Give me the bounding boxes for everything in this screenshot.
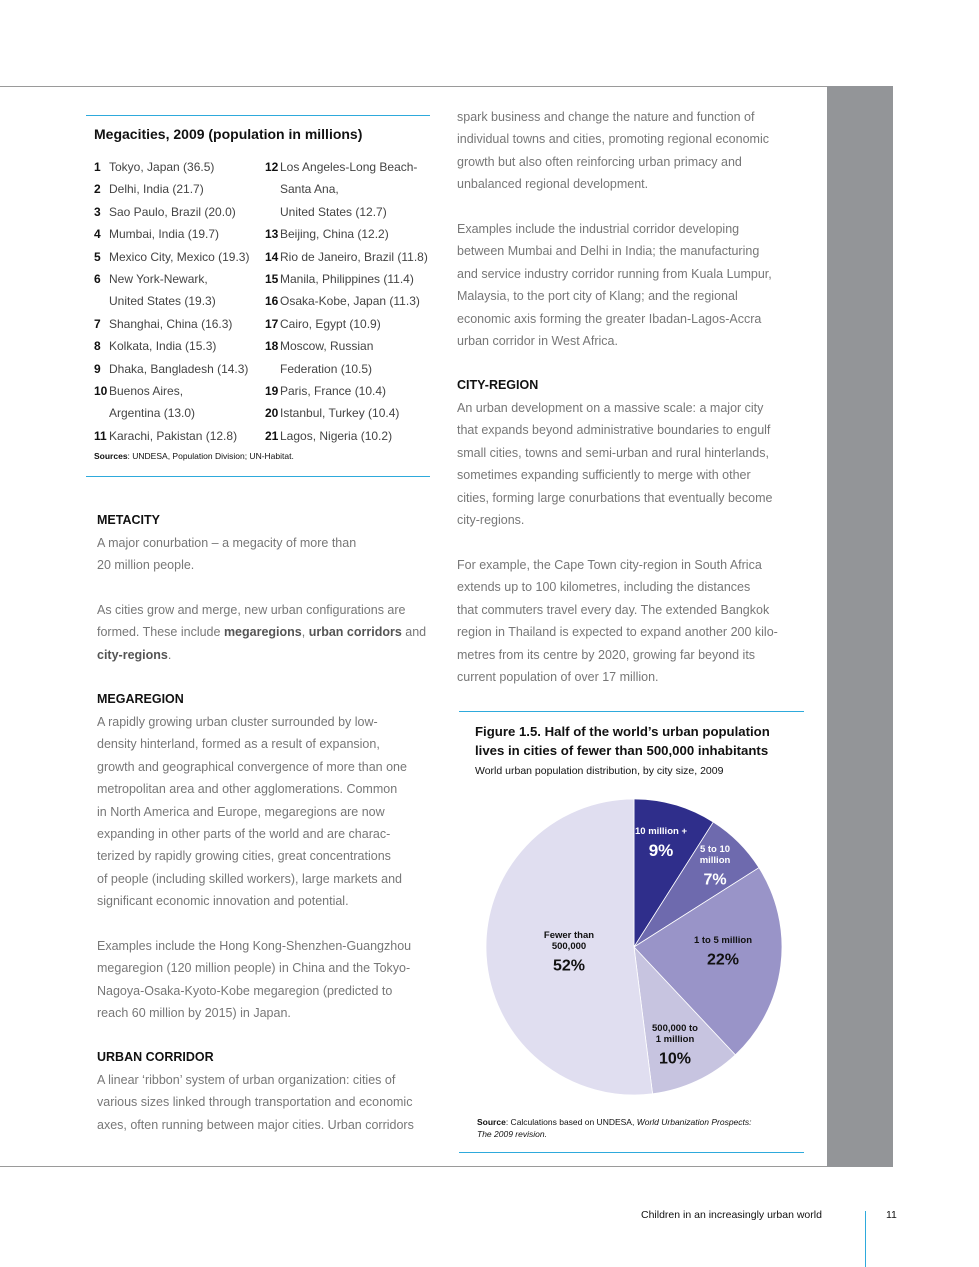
megaregion-heading: MEGAREGION: [97, 692, 184, 706]
bold-term: city-regions: [97, 647, 168, 662]
slice-label: Fewer than: [543, 930, 595, 941]
megacity-list-item: [94, 223, 269, 245]
source-text: : UNDESA, Population Division; UN-Habitat.: [127, 451, 294, 461]
megacity-name: Dhaka, Bangladesh (14.3): [109, 361, 249, 376]
source-label: Sources: [94, 451, 128, 461]
megacity-rank: 6: [94, 272, 101, 287]
megacities-list-right: [265, 156, 440, 447]
text-line: reach 60 million by 2015) in Japan.: [97, 1006, 291, 1021]
footer-divider: [865, 1211, 866, 1267]
source-text: : Calculations based on UNDESA,: [505, 1117, 637, 1127]
urban-corridor-paragraph: [97, 1069, 414, 1136]
text-run: and: [401, 625, 427, 640]
text-line: sometimes expanding sufficiently to merge with other: [457, 468, 751, 483]
megacity-name: Sao Paulo, Brazil (20.0): [109, 204, 236, 219]
text-line: metres from its centre by 2020, growing far beyond its: [457, 647, 756, 662]
text-line: A rapidly growing urban cluster surrounded by low-: [97, 715, 378, 729]
text-line: A linear ‘ribbon’ system of urban organization: cities of: [97, 1073, 396, 1087]
text-line: Examples include the industrial corridor developing: [457, 222, 740, 236]
slice-label: 1 to 5 million: [693, 935, 753, 946]
megacity-name: Mumbai, India (19.7): [109, 227, 220, 242]
megacity-name: Karachi, Pakistan (12.8): [109, 428, 238, 443]
text-line: in North America and Europe, megaregions are now: [97, 804, 385, 819]
city-region-paragraph: [457, 397, 772, 531]
megacity-list-item: [265, 223, 440, 245]
text-line: significant economic innovation and potential.: [97, 894, 349, 909]
megacity-rank: 10: [94, 384, 108, 399]
figure-box: [459, 711, 804, 1153]
corridor-continuation-paragraph: [457, 106, 769, 196]
slice-percent-label: 10%: [658, 1050, 692, 1068]
text-line: that expands beyond administrative boundaries to engulf: [457, 423, 771, 438]
text-line: [97, 644, 426, 666]
text-line: An urban development on a massive scale: a major city: [457, 401, 764, 415]
text-line: terized by rapidly growing cities, great concentrations: [97, 849, 391, 864]
text-line: axes, often running between major cities. Urban corridors: [97, 1117, 414, 1132]
pie-chart: [459, 712, 804, 1112]
megacity-list-item: [265, 156, 440, 223]
megacity-list-item: [94, 358, 269, 380]
slice-percent-label: 9%: [648, 841, 674, 861]
text-line: Examples include the Hong Kong-Shenzhen-Guangzhou: [97, 939, 412, 953]
megacity-rank: 13: [265, 227, 279, 242]
text-line: density hinterland, formed as a result of expansion,: [97, 737, 380, 752]
text-line: and service industry corridor running from Kuala Lumpur,: [457, 266, 772, 281]
megacity-rank: 16: [265, 294, 279, 309]
text-line: cities, forming large conurbations that eventually become: [457, 490, 773, 505]
megacity-name: New York-Newark,: [109, 272, 208, 287]
megacity-rank: 20: [265, 406, 279, 421]
text-line: growth and geographical convergence of more than one: [97, 759, 407, 774]
megacity-list-item: [94, 178, 269, 200]
configurations-paragraph: [97, 599, 426, 666]
megacity-rank: 12: [265, 160, 279, 174]
text-line: spark business and change the nature and function of: [457, 110, 755, 124]
slice-label: million: [699, 855, 731, 866]
city-region-heading: CITY-REGION: [457, 378, 539, 392]
megacities-box: [86, 115, 430, 477]
text-line: region in Thailand is expected to expand another 200 kilo-: [457, 625, 778, 640]
side-gray-band: [827, 86, 893, 1167]
megacity-rank: 9: [94, 361, 101, 376]
megacities-source: [94, 451, 294, 461]
bold-term: urban corridors: [308, 625, 402, 640]
megacity-rank: 4: [94, 227, 101, 242]
urban-corridor-heading: URBAN CORRIDOR: [97, 1050, 214, 1064]
figure-subtitle: World urban population distribution, by city size, 2009: [475, 765, 724, 777]
slice-percent-label: 7%: [703, 871, 727, 889]
text-line: For example, the Cape Town city-region in South Africa: [457, 558, 762, 572]
slice-label: 5 to 10: [699, 844, 731, 855]
megacity-list-item: [94, 268, 269, 313]
text-line: growth but also often reinforcing urban primacy and: [457, 154, 742, 169]
megacity-rank: 1: [94, 160, 101, 174]
megacity-name: United States (12.7): [280, 204, 387, 219]
megacity-name: Buenos Aires,: [109, 384, 184, 399]
text-run: ,: [301, 625, 309, 640]
megacity-list-item: [94, 380, 269, 425]
text-line: various sizes linked through transportation and economic: [97, 1095, 413, 1110]
megacity-name: Moscow, Russian: [280, 339, 374, 354]
page-number: 11: [886, 1209, 897, 1221]
megacity-rank: 18: [265, 339, 279, 354]
corridor-examples-paragraph: [457, 218, 772, 352]
megacity-rank: 3: [94, 204, 101, 219]
megacity-name: Lagos, Nigeria (10.2): [280, 428, 393, 443]
bottom-rule: [0, 1166, 827, 1167]
metacity-heading: METACITY: [97, 513, 160, 527]
slice-label: 10 million +: [634, 826, 688, 837]
text-line: Malaysia, to the port city of Klang; and the regional: [457, 289, 738, 304]
megacity-name: Kolkata, India (15.3): [109, 339, 217, 354]
text-run: .: [167, 647, 172, 662]
megacity-name: Shanghai, China (16.3): [109, 316, 233, 331]
megacity-name: Los Angeles-Long Beach-: [280, 160, 418, 174]
slice-label: 1 million: [655, 1034, 695, 1045]
megacity-name: Delhi, India (21.7): [109, 182, 204, 197]
text-line: extends up to 100 kilometres, including the distances: [457, 580, 751, 595]
text-line: 20 million people.: [97, 558, 195, 573]
megacity-list-item: [265, 402, 440, 424]
text-line: Nagoya-Osaka-Kyoto-Kobe megaregion (predicted to: [97, 983, 393, 998]
megacity-list-item: [94, 425, 269, 447]
megacity-name: United States (19.3): [109, 294, 216, 309]
megacity-rank: 8: [94, 339, 101, 354]
text-line: city-regions.: [457, 513, 525, 528]
text-line: unbalanced regional development.: [457, 177, 649, 192]
slice-label: 500,000 to: [652, 1023, 698, 1034]
text-line: As cities grow and merge, new urban configurations are: [97, 603, 406, 617]
source-italic: World Urbanization Prospects:: [636, 1117, 752, 1127]
text-line: urban corridor in West Africa.: [457, 334, 618, 349]
megacity-rank: 11: [94, 428, 107, 443]
megaregion-examples-paragraph: [97, 935, 411, 1025]
megacity-rank: 7: [94, 316, 101, 331]
megacity-list-item: [265, 268, 440, 290]
text-line: individual towns and cities, promoting regional economic: [457, 132, 769, 147]
megacity-rank: 14: [265, 249, 279, 264]
text-line: economic axis forming the greater Ibadan-Lagos-Accra: [457, 311, 762, 326]
text-line: that commuters travel every day. The extended Bangkok: [457, 602, 770, 617]
megacity-name: Manila, Philippines (11.4): [280, 272, 414, 287]
megacities-title: Megacities, 2009 (population in millions): [94, 126, 363, 142]
megacity-list-item: [265, 425, 440, 447]
megacity-name: Beijing, China (12.2): [280, 227, 389, 242]
megacity-name: Cairo, Egypt (10.9): [280, 316, 381, 331]
text-line: of people (including skilled workers), large markets and: [97, 871, 403, 886]
megacity-list-item: [265, 290, 440, 312]
megacity-rank: 5: [94, 249, 101, 264]
megacity-rank: 2: [94, 182, 101, 197]
figure-source: [477, 1116, 752, 1140]
top-rule: [0, 86, 827, 87]
metacity-paragraph: [97, 532, 356, 577]
megacity-rank: 21: [265, 428, 279, 443]
megacity-rank: 19: [265, 384, 279, 399]
text-line: between Mumbai and Delhi in India; the manufacturing: [457, 244, 760, 259]
source-italic: The 2009 revision.: [477, 1129, 547, 1139]
megacity-list-item: [265, 313, 440, 335]
megacity-name: Tokyo, Japan (36.5): [109, 160, 215, 174]
text-run: formed. These include: [97, 625, 224, 640]
slice-label: 500,000: [551, 941, 587, 952]
megacity-name: Paris, France (10.4): [280, 384, 387, 399]
megacity-list-item: [94, 335, 269, 357]
text-line: metropolitan area and other agglomerations. Common: [97, 782, 398, 797]
megacity-list-item: [265, 380, 440, 402]
megaregion-paragraph: [97, 711, 407, 913]
megacity-list-item: [94, 201, 269, 223]
slice-percent-label: 52%: [552, 957, 586, 975]
megacity-name: Osaka-Kobe, Japan (11.3): [280, 294, 420, 309]
text-line: expanding in other parts of the world and are charac-: [97, 827, 391, 842]
text-line: A major conurbation – a megacity of more than: [97, 536, 357, 550]
source-label: Source: [477, 1117, 506, 1127]
megacity-name: Istanbul, Turkey (10.4): [280, 406, 400, 421]
city-region-examples-paragraph: [457, 554, 778, 688]
megacity-list-item: [94, 246, 269, 268]
megacity-list-item: [265, 335, 440, 380]
megacity-name: Argentina (13.0): [109, 406, 196, 421]
text-line: small cities, towns and semi-urban and rural hinterlands,: [457, 445, 769, 460]
megacity-name: Santa Ana,: [280, 182, 339, 197]
megacity-name: Rio de Janeiro, Brazil (11.8): [280, 249, 428, 264]
megacity-name: Federation (10.5): [280, 361, 373, 376]
text-line: current population of over 17 million.: [457, 670, 659, 685]
figure-title-line: lives in cities of fewer than 500,000 inhabitants: [475, 743, 769, 758]
figure-title-line: Figure 1.5. Half of the world’s urban population: [475, 724, 770, 739]
megacity-rank: 17: [265, 316, 279, 331]
megacity-list-item: [94, 313, 269, 335]
bold-term: megaregions: [223, 625, 302, 640]
megacity-list-item: [94, 156, 269, 178]
slice-percent-label: 22%: [706, 951, 740, 969]
figure-source-line: [477, 1116, 752, 1128]
running-footer-title: Children in an increasingly urban world: [641, 1209, 822, 1221]
megacity-name: Mexico City, Mexico (19.3): [109, 249, 250, 264]
megacity-rank: 15: [265, 272, 279, 287]
megacity-list-item: [265, 246, 440, 268]
megacities-list-left: [94, 156, 269, 447]
text-line: [97, 621, 426, 643]
text-line: megaregion (120 million people) in China and the Tokyo-: [97, 961, 411, 976]
